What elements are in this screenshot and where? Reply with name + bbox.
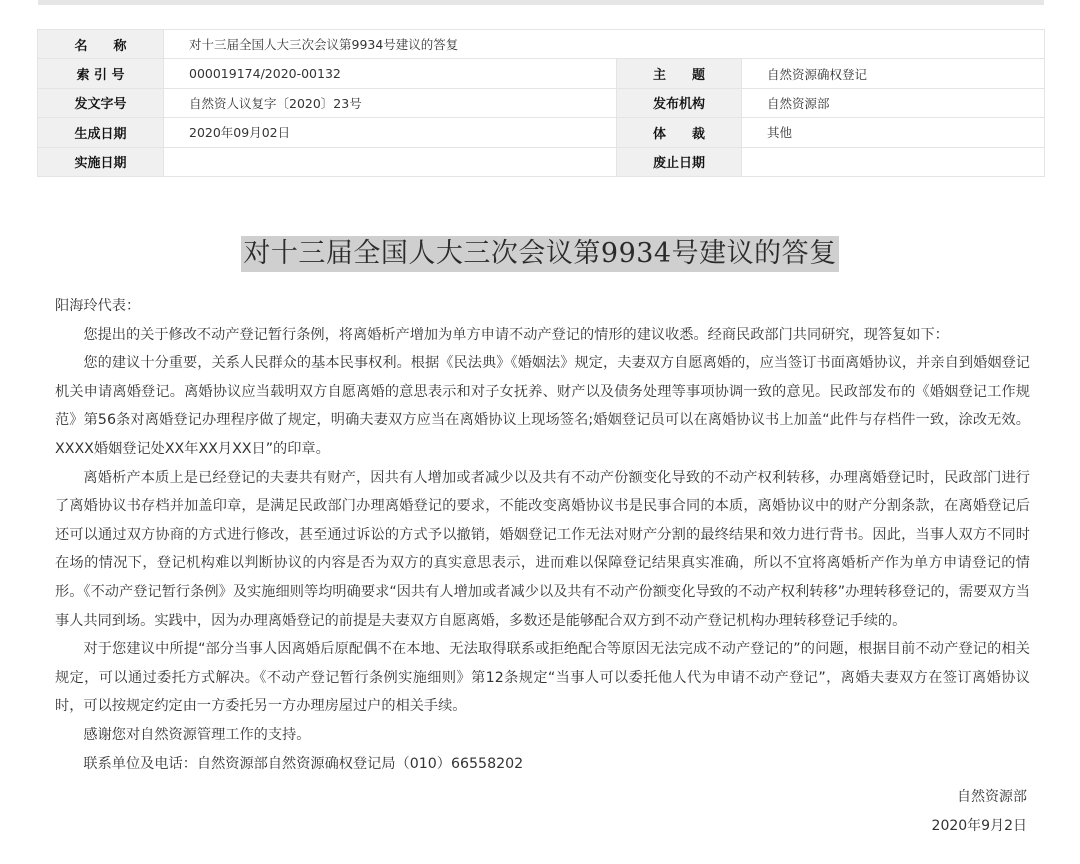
genre-label: 体 裁: [617, 118, 742, 147]
index-label: 索 引 号: [38, 59, 164, 88]
metadata-row-effective: [38, 147, 1045, 176]
docno-label: 发文字号: [38, 88, 164, 117]
topic-value: 自然资源确权登记: [742, 59, 1045, 88]
metadata-row-index: [38, 59, 1045, 88]
contact-line: 联系单位及电话：自然资源部自然资源确权登记局（010）66558202: [83, 755, 524, 772]
metadata-row-docno: [38, 88, 1045, 117]
index-value: 000019174/2020-00132: [164, 59, 617, 88]
metadata-table: [37, 29, 1045, 177]
topic-label: 主 题: [617, 59, 742, 88]
paragraph: 您提出的关于修改不动产登记暂行条例，将离婚析产增加为单方申请不动产登记的情形的建议收悉。经商民政部门共同研究，现答复如下：: [83, 326, 949, 343]
top-bar: [38, 0, 1044, 5]
signature-date: 2020年9月2日: [931, 818, 1027, 834]
genre-value: 其他: [742, 118, 1045, 147]
created-value: 2020年09月02日: [164, 118, 617, 147]
name-label: 名 称: [38, 30, 164, 59]
document-body: [55, 292, 1030, 778]
document-title: 对十三届全国人大三次会议第9934号建议的答复: [241, 236, 838, 272]
title-wrap: [0, 236, 1080, 272]
expire-label: 废止日期: [617, 147, 742, 176]
paragraph: 您的建议十分重要，关系人民群众的基本民事权利。根据《民法典》《婚姻法》规定，夫妻双方自愿离婚的，应当签订书面离婚协议，并亲自到婚姻登记机关申请离婚登记。离婚协议应当载明双方自愿离婚的意思表示和对子女抚养、财产以及债务处理等事项协调一致的意见。民政部发布的《婚姻登记工作规范》第56条对离婚登记办理程序做了规定，明确夫妻双方应当在离婚协议上现场签名;婚姻登记员可以在离婚协议书上加盖“此件与存档件一致，涂改无效。XXXX婚姻登记处XX年XX月XX日”的印章。: [55, 355, 1030, 457]
paragraph: 感谢您对自然资源管理工作的支持。: [83, 726, 311, 743]
created-label: 生成日期: [38, 118, 164, 147]
name-value: 对十三届全国人大三次会议第9934号建议的答复: [164, 30, 1045, 59]
metadata-row-created: [38, 118, 1045, 147]
paragraph: 离婚析产本质上是已经登记的夫妻共有财产，因共有人增加或者减少以及共有不动产份额变化导致的不动产权利转移，办理离婚登记时，民政部门进行了离婚协议书存档并加盖印章，是满足民政部门办理离婚登记的要求，不能改变离婚协议书是民事合同的本质，离婚协议中的财产分割条款，在离婚登记后还可以通过双方协商的方式进行修改，甚至通过诉讼的方式予以撤销，婚姻登记工作无法对财产分割的最终结果和效力进行背书。因此，当事人双方不同时在场的情况下，登记机构难以判断协议的内容是否为双方的真实意思表示，进而难以保障登记结果真实准确，所以不宜将离婚析产作为单方申请登记的情形。《不动产登记暂行条例》及实施细则等均明确要求“因共有人增加或者减少以及共有不动产份额变化导致的不动产权利转移”办理转移登记的，需要双方当事人共同到场。实践中，因为办理离婚登记的前提是夫妻双方自愿离婚，多数还是能够配合双方到不动产登记机构办理转移登记手续的。: [55, 469, 1030, 629]
issuer-label: 发布机构: [617, 88, 742, 117]
issuer-value: 自然资源部: [742, 88, 1045, 117]
docno-value: 自然资人议复字〔2020〕23号: [164, 88, 617, 117]
salutation: 阳海玲代表：: [55, 298, 141, 314]
expire-value: [742, 147, 1045, 176]
metadata-row-name: [38, 30, 1045, 59]
signature-org: 自然资源部: [957, 789, 1027, 805]
paragraph: 对于您建议中所提“部分当事人因离婚后原配偶不在本地、无法取得联系或拒绝配合等原因无法完成不动产登记的”的问题，根据目前不动产登记的相关规定，可以通过委托方式解决。《不动产登记暂行条例实施细则》第12条规定“当事人可以委托他人代为申请不动产登记”，离婚夫妻双方在签订离婚协议时，可以按规定约定由一方委托另一方办理房屋过户的相关手续。: [55, 641, 1030, 715]
effective-label: 实施日期: [38, 147, 164, 176]
effective-value: [164, 147, 617, 176]
